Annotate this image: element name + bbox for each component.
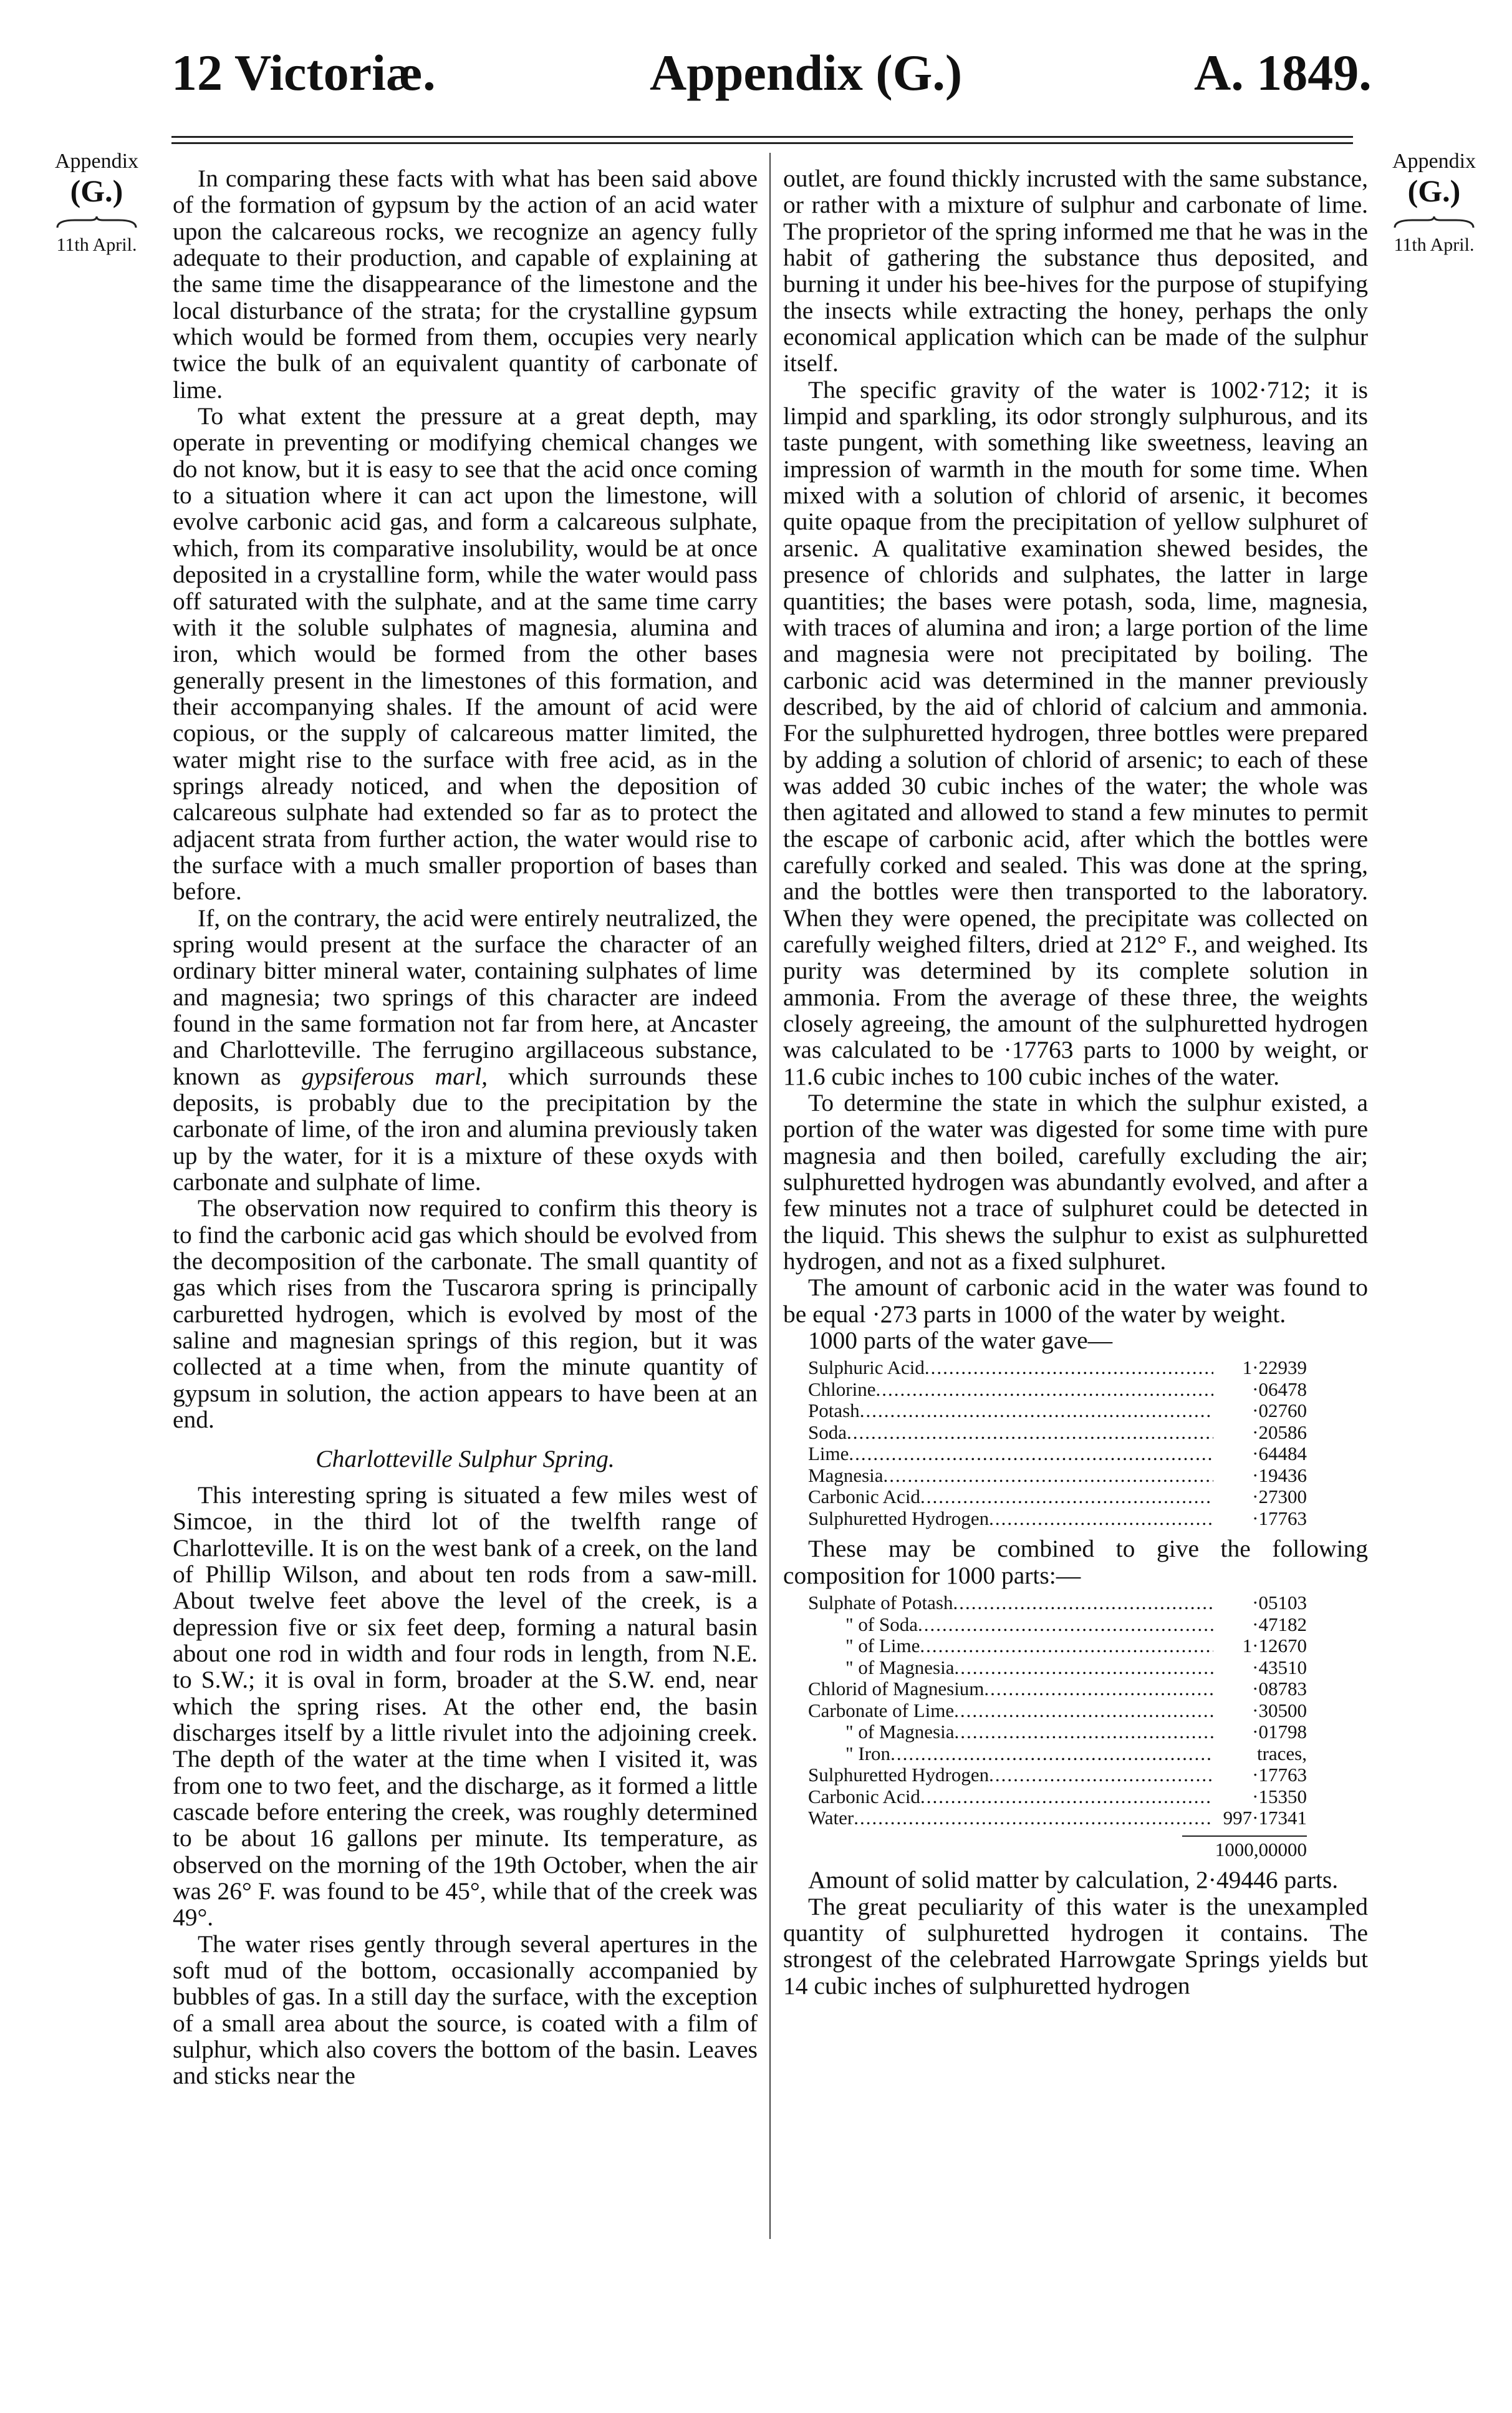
table-intro: These may be combined to give the following composition for 1000 parts:— — [783, 1535, 1368, 1589]
row-value: ·08783 — [1252, 1678, 1307, 1700]
row-value: 997·17341 — [1223, 1807, 1307, 1829]
row-value: ·43510 — [1252, 1656, 1307, 1678]
row-value: 1·12670 — [1242, 1635, 1307, 1657]
table-row — [808, 1443, 1307, 1465]
dot-leader — [890, 1743, 1213, 1765]
margin-label: Appendix — [1392, 150, 1476, 173]
dot-leader — [989, 1508, 1213, 1530]
table-row — [808, 1786, 1307, 1808]
paragraph: To determine the state in which the sulphur existed, a portion of the water was digested for some time with pure magnesia and then boiled, carefully excluding the air; sulphuretted hydrogen was abundantly evolved, and after a few minutes not a trace of sulphuret could be detected in the liquid. This shews the sulphur to exist as sulphuretted hydrogen, and not as a fixed sulphuret. — [783, 1089, 1368, 1275]
dot-leader — [920, 1635, 1213, 1657]
paragraph: This interesting spring is situated a few miles west of Simcoe, in the third lot of the twelfth range of Charlotteville. It is on the west bank of a creek, on the land of Phillip Wilson, and about ten rods from a saw-mill. About twelve feet above the level of the creek, is a depression five or six feet deep, forming a natural basin about one rod in width and four rods in length, from N.E. to S.W.; it is oval in form, broader at the S.W. end, near which the spring rises. At the other end, the basin discharges itself by a little rivulet into the adjoining creek. The depth of the water at the time when I visited it, was from one to two feet, and the discharge, as it formed a little cascade before entering the creek, was roughly determined to be about 16 gallons per minute. Its temperature, as observed on the morning of the 19th October, when the air was 26° F. was found to be 45°, while that of the creek was 49°. — [173, 1481, 758, 1932]
dot-leader — [918, 1614, 1213, 1636]
table-row — [808, 1614, 1307, 1636]
paragraph: The amount of carbonic acid in the water was found to be equal ·273 parts in 1000 of the water by weight. — [783, 1274, 1368, 1328]
table-row — [808, 1657, 1307, 1679]
paragraph-text: If, on the contrary, the acid were entirely neutralized, the spring would present at the surface the character of an ordinary bitter mineral water, containing sulphates of lime and magnesia; two springs of this character are indeed found in the same formation not far from here, at Ancaster and Charlotteville. The ferrugino argillaceous substance, known as — [173, 904, 758, 1090]
dot-leader — [849, 1443, 1213, 1465]
paragraph: To what extent the pressure at a great depth, may operate in preventing or modifying chemical changes we do not know, but it is easy to see that the acid once coming to a situation where it can act upon the limestone, will evolve carbonic acid gas, and form a calcareous sulphate, which, from its comparative insolubility, would be at once deposited in a crystalline form, while the water would pass off saturated with the sulphate, and at the same time carry with it the soluble sulphates of magnesia, alumina and iron, which would be formed from the other bases generally present in the limestones of this formation, and their accompanying shales. If the amount of acid were copious, or the supply of calcareous matter limited, the water might rise to the surface with free acid, as in the springs already noticed, and when the deposition of calcareous sulphate had extended so far as to protect the adjacent strata from further action, the water would rise to the surface with a much smaller proportion of bases than before. — [173, 402, 758, 906]
dot-leader — [955, 1721, 1214, 1743]
table-row — [808, 1592, 1307, 1614]
composition-total — [808, 1835, 1307, 1861]
row-value: ·30500 — [1252, 1699, 1307, 1721]
header-left: 12 Victoriæ. — [171, 44, 436, 101]
italic-term: gypsiferous marl, — [301, 1062, 488, 1090]
table-row — [808, 1379, 1307, 1401]
margin-note-right — [1372, 150, 1496, 255]
paragraph: The great peculiarity of this water is the unexampled quantity of sulphuretted hydrogen it contains. The strongest of the celebrated Harrowgate Springs yields but 14 cubic inches of sulphuretted hydrogen — [783, 1892, 1368, 2000]
table-row — [808, 1422, 1307, 1444]
row-label: Chlorid of Magnesium — [808, 1678, 985, 1700]
table-row — [808, 1743, 1307, 1765]
row-value: ·01798 — [1252, 1721, 1307, 1743]
paragraph-text: which surrounds these deposits, is probably due to the precipitation by the carbonate of lime, of the iron and alumina previously taken up by the water, for it is a mixture of these oxyds with carbonate and sulphate of lime. — [173, 1062, 758, 1196]
row-label: Potash — [808, 1400, 860, 1422]
row-value: ·17763 — [1252, 1507, 1307, 1529]
dot-leader — [876, 1379, 1214, 1401]
table-row — [808, 1678, 1307, 1700]
total-rule — [1182, 1835, 1307, 1837]
row-value: ·06478 — [1252, 1378, 1307, 1400]
paragraph: outlet, are found thickly incrusted with the same substance, or rather with a mixture of sulphur and carbonate of lime. The proprietor of the spring informed me that he was in the habit of gathering the substance thus deposited, and burning it under his bee-hives for the purpose of stupifying the insects while extracting the honey, perhaps the only economical application which can be made of the sulphur itself. — [783, 165, 1368, 377]
row-label: Sulphate of Potash — [808, 1592, 953, 1614]
margin-date: 11th April. — [1394, 234, 1475, 255]
row-label: Soda — [808, 1421, 847, 1443]
row-value: ·02760 — [1252, 1400, 1307, 1422]
paragraph: In comparing these facts with what has been said above of the formation of gypsum by the action of an acid water upon the calcareous rocks, we recognize an agency fully adequate to their production, and capable of explaining at the same time the disappearance of the limestone and the local disturbance of the strata; for the crystalline gypsum which would be formed from them, occupies very nearly twice the bulk of an equivalent quantity of carbonate of lime. — [173, 165, 758, 404]
composition-table — [808, 1592, 1307, 1829]
row-value: ·15350 — [1252, 1785, 1307, 1807]
table-row — [808, 1508, 1307, 1530]
dot-leader — [984, 1678, 1213, 1700]
row-value: ·20586 — [1252, 1421, 1307, 1443]
row-value: ·47182 — [1252, 1613, 1307, 1635]
row-label: " of Soda — [845, 1613, 918, 1635]
margin-letter: (G.) — [1407, 173, 1461, 209]
table-intro: 1000 parts of the water gave— — [808, 1327, 1113, 1355]
brace-icon — [56, 215, 137, 229]
right-column — [783, 165, 1368, 2411]
table-row — [808, 1400, 1307, 1422]
header-rule-bottom — [171, 142, 1353, 144]
header-rule-top — [171, 136, 1353, 138]
margin-letter: (G.) — [70, 173, 123, 209]
section-title: Charlotteville Sulphur Spring. — [315, 1444, 615, 1472]
row-label: Carbonate of Lime — [808, 1699, 955, 1721]
row-label: Chlorine — [808, 1378, 876, 1400]
table-row — [808, 1807, 1307, 1829]
row-label: " Iron — [845, 1742, 891, 1764]
row-value: ·19436 — [1252, 1464, 1307, 1486]
table-row — [808, 1635, 1307, 1657]
row-label: Carbonic Acid — [808, 1486, 920, 1508]
row-label: Sulphuretted Hydrogen — [808, 1764, 990, 1786]
dot-leader — [989, 1764, 1213, 1786]
dot-leader — [860, 1400, 1213, 1422]
table-row — [808, 1357, 1307, 1379]
row-value: ·64484 — [1252, 1443, 1307, 1465]
brace-icon — [1394, 215, 1475, 229]
dot-leader — [925, 1357, 1213, 1379]
row-label: Lime — [808, 1443, 849, 1465]
row-label: Sulphuric Acid — [808, 1356, 925, 1379]
table-row — [808, 1721, 1307, 1743]
total-value: 1000,00000 — [1215, 1838, 1307, 1860]
row-value: ·17763 — [1252, 1764, 1307, 1786]
row-label: " of Magnesia — [845, 1656, 955, 1678]
dot-leader — [854, 1807, 1213, 1829]
dot-leader — [920, 1486, 1213, 1508]
paragraph: Amount of solid matter by calculation, 2·49446 parts. — [808, 1866, 1339, 1894]
paragraph — [173, 905, 758, 1196]
table-row — [808, 1700, 1307, 1722]
dot-leader — [920, 1786, 1213, 1808]
column-divider — [769, 153, 771, 2239]
header-center: Appendix (G.) — [650, 44, 963, 101]
analysis-table — [808, 1357, 1307, 1529]
row-label: " of Magnesia — [845, 1721, 955, 1743]
row-label: Sulphuretted Hydrogen — [808, 1507, 990, 1529]
paragraph: The water rises gently through several apertures in the soft mud of the bottom, occasionally accompanied by bubbles of gas. In a still day the surface, with the exception of a small area about the source, is coated with a film of sulphur, which also covers the bottom of the basin. Leaves and sticks near the — [173, 1930, 758, 2090]
header-right: A. 1849. — [1194, 44, 1372, 101]
row-label: Water — [808, 1807, 854, 1829]
dot-leader — [953, 1592, 1214, 1614]
dot-leader — [847, 1422, 1213, 1444]
row-value: 1·22939 — [1242, 1356, 1307, 1379]
margin-label: Appendix — [54, 150, 139, 173]
margin-note-left — [34, 150, 159, 255]
row-label: Magnesia — [808, 1464, 884, 1486]
row-value: traces, — [1256, 1742, 1307, 1764]
row-label: Carbonic Acid — [808, 1785, 920, 1807]
paragraph: The observation now required to confirm this theory is to find the carbonic acid gas which should be evolved from the decomposition of the carbonate. The small quantity of gas which rises from the Tuscarora spring is principally carburetted hydrogen, which is evolved by most of the saline and magnesian springs of this region, but it was collected at a time when, from the minute quantity of gypsum in solution, the action appears to have been at an end. — [173, 1194, 758, 1434]
page-header — [0, 44, 1512, 125]
row-label: " of Lime — [845, 1635, 920, 1657]
left-column — [173, 165, 758, 2242]
table-row — [808, 1486, 1307, 1508]
dot-leader — [955, 1657, 1214, 1679]
paragraph: The specific gravity of the water is 1002·712; it is limpid and sparkling, its odor strongly sulphurous, and its taste pungent, with something like sweetness, leaving an impression of warmth in the mouth for some time. When mixed with a solution of chlorid of arsenic, it becomes quite opaque from the precipitation of yellow sulphuret of arsenic. A qualitative examination shewed besides, the presence of chlorids and sulphates, the latter in large quantities; the bases were potash, soda, lime, magnesia, with traces of alumina and iron; a large portion of the lime and magnesia were not precipitated by boiling. The carbonic acid was determined in the manner previously described, by the aid of chlorid of calcium and ammonia. For the sulphuretted hydrogen, three bottles were prepared by adding a solution of chlorid of arsenic; to each of these was added 30 cubic inches of the water; the whole was then agitated and allowed to stand a few minutes to permit the escape of carbonic acid, after which the bottles were carefully corked and sealed. This was done at the spring, and the bottles were then transported to the laboratory. When they were opened, the precipitate was collected on carefully weighed filters, dried at 212° F., and weighed. Its purity was determined by its complete solution in ammonia. From the average of these three, the weights closely agreeing, the amount of the sulphuretted hydrogen was calculated to be ·17763 parts to 1000 by weight, or 11.6 cubic inches to 100 cubic inches of the water. — [783, 375, 1368, 1090]
table-row — [808, 1465, 1307, 1487]
dot-leader — [954, 1700, 1213, 1722]
row-value: ·27300 — [1252, 1486, 1307, 1508]
row-value: ·05103 — [1252, 1592, 1307, 1614]
margin-date: 11th April. — [56, 234, 137, 255]
table-row — [808, 1764, 1307, 1786]
dot-leader — [884, 1465, 1213, 1487]
